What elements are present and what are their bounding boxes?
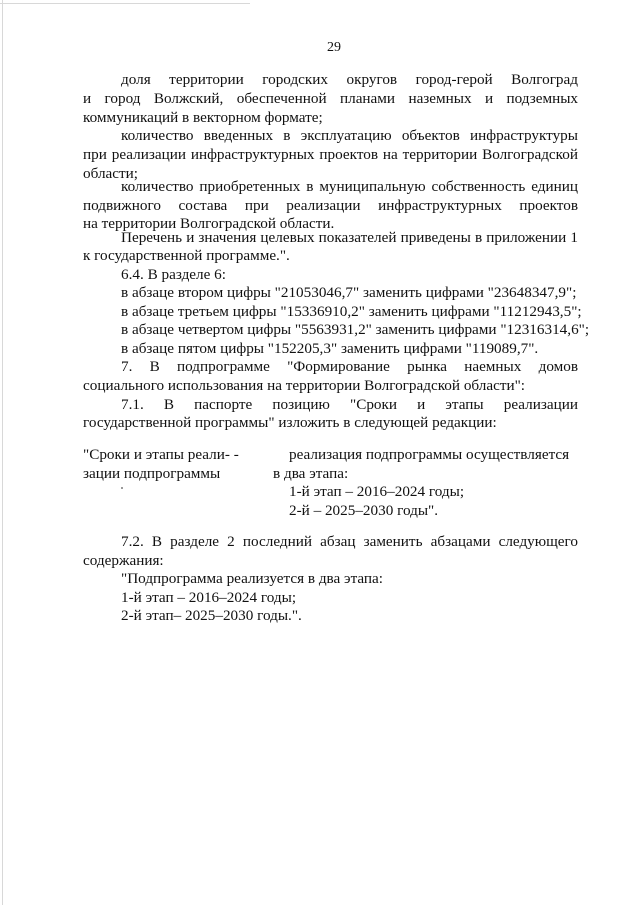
scan-speck bbox=[121, 487, 123, 489]
quote-line: "Подпрограмма реализуется в два этапа: bbox=[121, 570, 384, 587]
text-line: доля территории городских округов город-герой Волгоград bbox=[121, 71, 578, 88]
text-line: социального использования на территории Волгоградской области": bbox=[83, 377, 526, 394]
text-line: 7. В подпрограмме "Формирование рынка наемных домов bbox=[121, 358, 578, 375]
text-line: и город Волжский, обеспеченной планами наземных и подземных bbox=[83, 90, 578, 107]
quote-line: 1-й этап – 2016–2024 годы; bbox=[121, 589, 297, 606]
passport-label: зации подпрограммы bbox=[83, 465, 221, 482]
text-line: содержания: bbox=[83, 552, 164, 569]
text-line: области; bbox=[83, 165, 138, 182]
section-heading: 6.4. В разделе 6: bbox=[121, 266, 226, 283]
page-number: 29 bbox=[327, 40, 341, 55]
text-line: государственной программы" изложить в следующей редакции: bbox=[83, 414, 497, 431]
scan-edge-top bbox=[0, 3, 250, 4]
text-line: Перечень и значения целевых показателей приведены в приложении 1 bbox=[121, 229, 578, 246]
text-line: к государственной программе.". bbox=[83, 247, 290, 264]
text-line: в абзаце втором цифры "21053046,7" заменить цифрами "23648347,9"; bbox=[121, 284, 577, 301]
text-line: 7.1. В паспорте позицию "Сроки и этапы реализации bbox=[121, 396, 578, 413]
text-line: при реализации инфраструктурных проектов на территории Волгоградской bbox=[83, 146, 578, 163]
text-line: в абзаце пятом цифры "152205,3" заменить цифрами "119089,7". bbox=[121, 340, 539, 357]
quote-line: 2-й этап– 2025–2030 годы.". bbox=[121, 607, 302, 624]
text-line: коммуникаций в векторном формате; bbox=[83, 109, 323, 126]
passport-value: в два этапа: bbox=[273, 465, 349, 482]
text-line: 7.2. В разделе 2 последний абзац заменить абзацами следующего bbox=[121, 533, 578, 550]
text-line: количество введенных в эксплуатацию объектов инфраструктуры bbox=[121, 127, 578, 144]
text-line: количество приобретенных в муниципальную собственность единиц bbox=[121, 178, 578, 195]
text-line: в абзаце четвертом цифры "5563931,2" заменить цифрами "12316314,6"; bbox=[121, 321, 590, 338]
scan-edge-left bbox=[2, 0, 3, 905]
text-line: в абзаце третьем цифры "15336910,2" заменить цифрами "11212943,5"; bbox=[121, 303, 582, 320]
text-line: на территории Волгоградской области. bbox=[83, 215, 335, 232]
text-line: подвижного состава при реализации инфраструктурных проектов bbox=[83, 197, 578, 214]
passport-value: реализация подпрограммы осуществляется bbox=[289, 446, 570, 463]
passport-label: "Сроки и этапы реали- - bbox=[83, 446, 239, 463]
passport-value: 1-й этап – 2016–2024 годы; bbox=[289, 483, 465, 500]
passport-value: 2-й – 2025–2030 годы". bbox=[289, 502, 439, 519]
